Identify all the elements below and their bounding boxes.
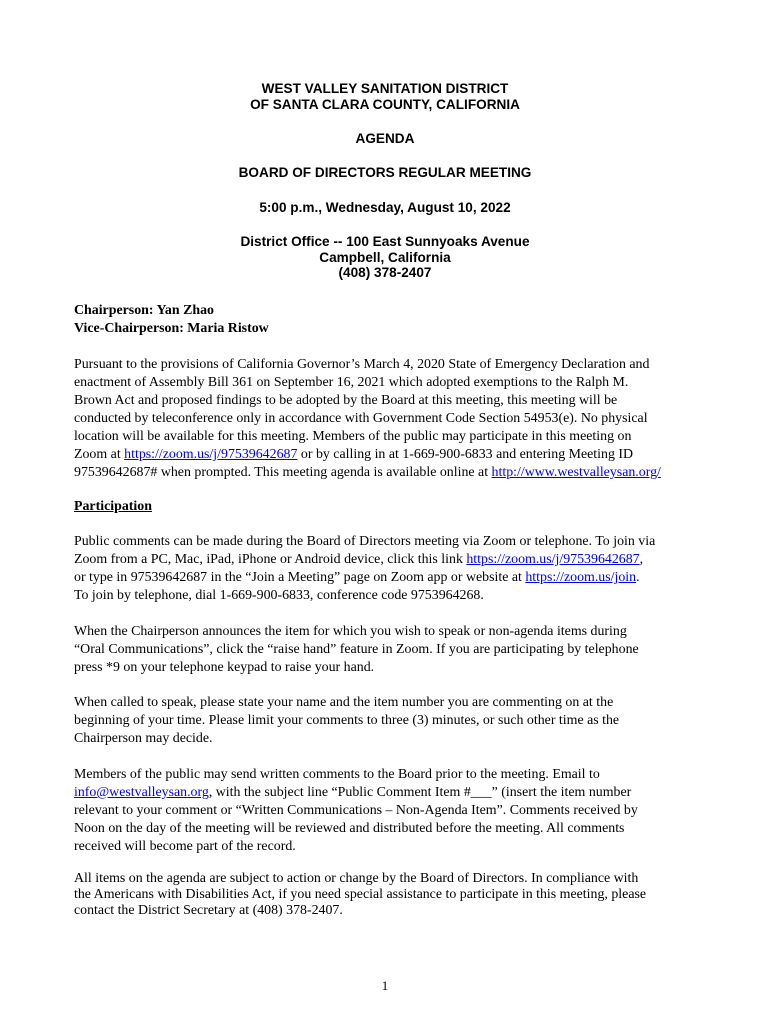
zoom-meeting-link[interactable]: https://zoom.us/j/97539642687 xyxy=(124,447,298,462)
zoom-join-link[interactable]: https://zoom.us/j/97539642687 xyxy=(466,552,640,567)
intro-line: Pursuant to the provisions of California Governor’s March 4, 2020 State of Emergency Declaration and xyxy=(74,357,650,372)
intro-line: enactment of Assembly Bill 361 on September 16, 2021 which adopted exemptions to the Ralph M. xyxy=(74,375,629,390)
intro-line xyxy=(74,446,716,464)
intro-line: Brown Act and proposed findings to be adopted by the Board at this meeting, this meeting will be xyxy=(74,393,618,408)
paragraph-line: the Americans with Disabilities Act, if you need special assistance to participate in this meeting, please xyxy=(74,887,647,902)
location-line1: District Office -- 100 East Sunnyoaks Avenue xyxy=(240,234,530,249)
paragraph-line: All items on the agenda are subject to action or change by the Board of Directors. In compliance with xyxy=(74,871,639,886)
paragraph-text: or type in 97539642687 in the “Join a Meeting” page on Zoom app or website at xyxy=(74,570,526,585)
chairperson: Chairperson: Yan Zhao xyxy=(74,303,214,318)
paragraph-line: “Oral Communications”, click the “raise hand” feature in Zoom. If you are participating by telephone xyxy=(74,642,639,657)
paragraph-line xyxy=(74,784,716,802)
paragraph-line xyxy=(74,569,716,587)
intro-text: Zoom at xyxy=(74,447,125,462)
intro-line xyxy=(74,464,716,482)
participation-heading: Participation xyxy=(74,499,152,514)
intro-line: conducted by teleconference only in accordance with Government Code Section 54953(e). No physical xyxy=(74,411,648,426)
agenda-title: AGENDA xyxy=(355,131,415,146)
paragraph-line: beginning of your time. Please limit your comments to three (3) minutes, or such other time as the xyxy=(74,713,620,728)
paragraph-line xyxy=(74,551,716,569)
paragraph-line: When the Chairperson announces the item for which you wish to speak or non-agenda items during xyxy=(74,624,627,639)
paragraph-line: Noon on the day of the meeting will be reviewed and distributed before the meeting. All comments xyxy=(74,821,625,836)
district-phone: (408) 378-2407 xyxy=(338,265,432,280)
meeting-datetime: 5:00 p.m., Wednesday, August 10, 2022 xyxy=(259,200,511,215)
district-name-line1: WEST VALLEY SANITATION DISTRICT xyxy=(261,81,509,96)
participation-paragraph-3 xyxy=(74,694,716,748)
participation-paragraph-1 xyxy=(74,533,716,605)
meeting-type: BOARD OF DIRECTORS REGULAR MEETING xyxy=(238,165,532,180)
page-number: 1 xyxy=(381,978,389,993)
participation-paragraph-2 xyxy=(74,623,716,677)
officers xyxy=(74,302,716,338)
paragraph-line: press *9 on your telephone keypad to raise your hand. xyxy=(74,660,375,675)
paragraph-line: Public comments can be made during the Board of Directors meeting via Zoom or telephone. To join via xyxy=(74,534,656,549)
paragraph-line: received will become part of the record. xyxy=(74,839,296,854)
paragraph-text: , with the subject line “Public Comment Item #___” (insert the item number xyxy=(208,785,632,800)
paragraph-text: . xyxy=(636,570,640,585)
paragraph-text: Zoom from a PC, Mac, iPad, iPhone or Android device, click this link xyxy=(74,552,467,567)
participation-paragraph-4 xyxy=(74,766,716,856)
district-name-line2: OF SANTA CLARA COUNTY, CALIFORNIA xyxy=(250,97,520,112)
zoom-join-page-link[interactable]: https://zoom.us/join xyxy=(525,570,637,585)
district-website-link[interactable]: http://www.westvalleysan.org/ xyxy=(491,465,661,480)
paragraph-line: contact the District Secretary at (408) 378-2407. xyxy=(74,903,343,918)
participation-paragraph-5 xyxy=(74,871,716,919)
paragraph-line: Members of the public may send written comments to the Board prior to the meeting. Email to xyxy=(74,767,600,782)
paragraph-line: relevant to your comment or “Written Communications – Non-Agenda Item”. Comments received by xyxy=(74,803,638,818)
district-email-link[interactable]: info@westvalleysan.org xyxy=(74,785,209,800)
paragraph-line: When called to speak, please state your name and the item number you are commenting on at the xyxy=(74,695,614,710)
vice-chairperson: Vice-Chairperson: Maria Ristow xyxy=(74,321,269,336)
intro-text: or by calling in at 1-669-900-6833 and entering Meeting ID xyxy=(297,447,634,462)
paragraph-text: , xyxy=(639,552,644,567)
intro-paragraph xyxy=(74,356,716,482)
paragraph-line: Chairperson may decide. xyxy=(74,731,213,746)
location-line2: Campbell, California xyxy=(319,250,451,265)
intro-text: 97539642687# when prompted. This meeting agenda is available online at xyxy=(74,465,492,480)
intro-line: location will be available for this meeting. Members of the public may participate in this meeting on xyxy=(74,429,632,444)
paragraph-line: To join by telephone, dial 1-669-900-6833, conference code 9753964268. xyxy=(74,588,484,603)
